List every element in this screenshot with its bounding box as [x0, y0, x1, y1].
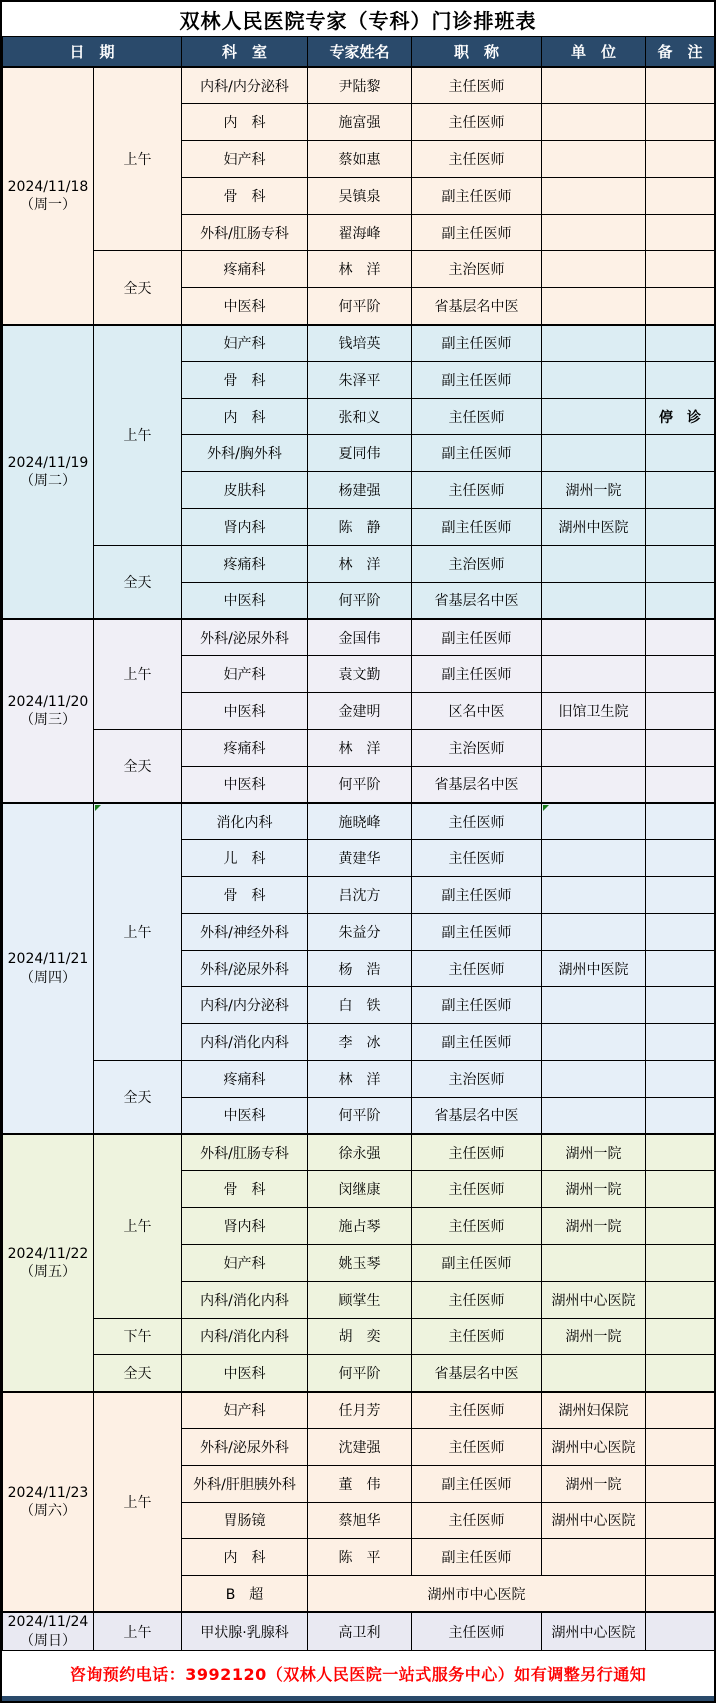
name-cell: 钱培英	[308, 325, 412, 362]
note-cell	[646, 104, 715, 141]
note-cell	[646, 582, 715, 619]
unit-cell: 湖州中心医院	[542, 1428, 646, 1465]
dept-cell: 妇产科	[182, 1245, 308, 1282]
unit-cell: 旧馆卫生院	[542, 693, 646, 730]
title-cell: 主任医师	[412, 840, 542, 877]
dept-cell: 外科/肛肠专科	[182, 1134, 308, 1171]
unit-cell	[542, 803, 646, 840]
name-cell: 何平阶	[308, 766, 412, 803]
dept-cell: 内 科	[182, 1539, 308, 1576]
name-cell: 沈建强	[308, 1428, 412, 1465]
schedule-row	[3, 1134, 715, 1171]
name-cell: 闵继康	[308, 1171, 412, 1208]
schedule-row	[3, 251, 715, 288]
date-cell: 2024/11/22 （周五）	[3, 1134, 94, 1392]
note-cell	[646, 1024, 715, 1061]
time-cell: 全天	[94, 545, 182, 619]
schedule-row	[3, 1318, 715, 1355]
note-cell	[646, 472, 715, 509]
schedule-table-body	[3, 67, 715, 1650]
unit-cell: 湖州一院	[542, 1318, 646, 1355]
title-cell: 副主任医师	[412, 913, 542, 950]
dept-cell: 内 科	[182, 398, 308, 435]
title-cell: 主治医师	[412, 251, 542, 288]
title-cell: 副主任医师	[412, 177, 542, 214]
unit-cell	[542, 361, 646, 398]
name-cell: 蔡如惠	[308, 141, 412, 178]
title-cell: 主任医师	[412, 1171, 542, 1208]
unit-cell	[542, 214, 646, 251]
title-cell: 副主任医师	[412, 214, 542, 251]
unit-cell	[542, 840, 646, 877]
dept-cell: 骨 科	[182, 877, 308, 914]
name-cell: 尹陆黎	[308, 67, 412, 104]
header-row	[3, 37, 715, 68]
dept-cell: 外科/泌尿外科	[182, 619, 308, 656]
note-cell	[646, 141, 715, 178]
dept-cell: 外科/肝胆胰外科	[182, 1465, 308, 1502]
note-cell	[646, 325, 715, 362]
note-cell	[646, 435, 715, 472]
note-cell	[646, 1134, 715, 1171]
title-cell: 主任医师	[412, 950, 542, 987]
merged-unit-cell: 湖州市中心医院	[308, 1576, 646, 1613]
schedule-row	[3, 1061, 715, 1098]
time-cell: 上午	[94, 1612, 182, 1650]
unit-cell	[542, 325, 646, 362]
note-cell	[646, 545, 715, 582]
title-cell: 主任医师	[412, 472, 542, 509]
title-cell: 省基层名中医	[412, 1355, 542, 1392]
footer-notice: 咨询预约电话：3992120（双林人民医院一站式服务中心）如有调整另行通知	[69, 1665, 647, 1685]
unit-cell	[542, 288, 646, 325]
note-cell	[646, 950, 715, 987]
note-cell	[646, 1318, 715, 1355]
time-cell: 下午	[94, 1318, 182, 1355]
unit-cell	[542, 177, 646, 214]
name-cell: 董 伟	[308, 1465, 412, 1502]
name-cell: 何平阶	[308, 288, 412, 325]
unit-cell	[542, 619, 646, 656]
col-header-dept: 科 室	[182, 37, 308, 68]
name-cell: 何平阶	[308, 1097, 412, 1134]
note-cell	[646, 803, 715, 840]
note-cell	[646, 1245, 715, 1282]
title-cell: 主任医师	[412, 67, 542, 104]
time-cell: 上午	[94, 803, 182, 1061]
note-cell: 停 诊	[646, 398, 715, 435]
time-cell: 上午	[94, 619, 182, 729]
name-cell: 施占琴	[308, 1208, 412, 1245]
dept-cell: 骨 科	[182, 177, 308, 214]
note-cell	[646, 987, 715, 1024]
name-cell: 袁文勤	[308, 656, 412, 693]
note-cell	[646, 1392, 715, 1429]
title-cell: 主治医师	[412, 545, 542, 582]
dept-cell: 疼痛科	[182, 545, 308, 582]
note-cell	[646, 1428, 715, 1465]
unit-cell	[542, 1355, 646, 1392]
dept-cell: 中医科	[182, 693, 308, 730]
dept-cell: 外科/肛肠专科	[182, 214, 308, 251]
unit-cell	[542, 398, 646, 435]
dept-cell: 疼痛科	[182, 1061, 308, 1098]
schedule-row	[3, 67, 715, 104]
unit-cell	[542, 104, 646, 141]
name-cell: 杨 浩	[308, 950, 412, 987]
col-header-title: 职 称	[412, 37, 542, 68]
dept-cell: 外科/胸外科	[182, 435, 308, 472]
title-cell: 主任医师	[412, 104, 542, 141]
title-cell: 副主任医师	[412, 325, 542, 362]
name-cell: 姚玉琴	[308, 1245, 412, 1282]
time-cell: 上午	[94, 325, 182, 546]
note-cell	[646, 251, 715, 288]
name-cell: 吴镇泉	[308, 177, 412, 214]
title-cell: 区名中医	[412, 693, 542, 730]
schedule-row	[3, 1612, 715, 1650]
unit-cell	[542, 141, 646, 178]
unit-cell	[542, 1245, 646, 1282]
title-cell: 副主任医师	[412, 1245, 542, 1282]
unit-cell	[542, 1061, 646, 1098]
name-cell: 林 洋	[308, 729, 412, 766]
unit-cell	[542, 656, 646, 693]
title-cell: 主任医师	[412, 1318, 542, 1355]
title-cell: 主任医师	[412, 1134, 542, 1171]
note-cell	[646, 693, 715, 730]
name-cell: 任月芳	[308, 1392, 412, 1429]
title-cell: 主任医师	[412, 1208, 542, 1245]
note-cell	[646, 729, 715, 766]
unit-cell	[542, 1024, 646, 1061]
note-cell	[646, 1208, 715, 1245]
time-cell: 上午	[94, 1392, 182, 1613]
unit-cell	[542, 582, 646, 619]
note-cell	[646, 1502, 715, 1539]
title-cell: 副主任医师	[412, 656, 542, 693]
time-cell: 全天	[94, 251, 182, 325]
corner-mark-icon	[95, 805, 101, 811]
name-cell: 何平阶	[308, 1355, 412, 1392]
name-cell: 黄建华	[308, 840, 412, 877]
date-cell: 2024/11/21 （周四）	[3, 803, 94, 1134]
dept-cell: 皮肤科	[182, 472, 308, 509]
schedule-row	[3, 325, 715, 362]
unit-cell	[542, 251, 646, 288]
note-cell	[646, 214, 715, 251]
schedule-row	[3, 729, 715, 766]
unit-cell: 湖州一院	[542, 1465, 646, 1502]
title-cell: 主任医师	[412, 398, 542, 435]
date-cell: 2024/11/19 （周二）	[3, 325, 94, 619]
dept-cell: 甲状腺·乳腺科	[182, 1612, 308, 1650]
unit-cell	[542, 1097, 646, 1134]
unit-cell: 湖州中医院	[542, 509, 646, 546]
dept-cell: 中医科	[182, 766, 308, 803]
date-cell: 2024/11/23 （周六）	[3, 1392, 94, 1613]
note-cell	[646, 1465, 715, 1502]
note-cell	[646, 1281, 715, 1318]
note-cell	[646, 361, 715, 398]
unit-cell: 湖州中心医院	[542, 1612, 646, 1650]
title-cell: 副主任医师	[412, 987, 542, 1024]
note-cell	[646, 1097, 715, 1134]
dept-cell: 中医科	[182, 1355, 308, 1392]
title-cell: 主任医师	[412, 803, 542, 840]
title-cell: 主任医师	[412, 1612, 542, 1650]
note-cell	[646, 840, 715, 877]
title-cell: 副主任医师	[412, 1465, 542, 1502]
dept-cell: 疼痛科	[182, 251, 308, 288]
schedule-row	[3, 545, 715, 582]
dept-cell: 骨 科	[182, 361, 308, 398]
note-cell	[646, 1171, 715, 1208]
note-cell	[646, 766, 715, 803]
unit-cell: 湖州一院	[542, 1134, 646, 1171]
unit-cell	[542, 913, 646, 950]
col-header-note: 备 注	[646, 37, 715, 68]
name-cell: 张和义	[308, 398, 412, 435]
title-cell: 主任医师	[412, 1281, 542, 1318]
title-cell: 副主任医师	[412, 619, 542, 656]
dept-cell: 内科/消化内科	[182, 1024, 308, 1061]
dept-cell: 肾内科	[182, 509, 308, 546]
time-cell: 全天	[94, 729, 182, 803]
title-cell: 主任医师	[412, 1392, 542, 1429]
title-cell: 省基层名中医	[412, 582, 542, 619]
schedule-row	[3, 803, 715, 840]
corner-mark-icon	[543, 805, 549, 811]
schedule-table	[2, 36, 715, 1651]
name-cell: 陈 静	[308, 509, 412, 546]
dept-cell: 内科/消化内科	[182, 1318, 308, 1355]
note-cell	[646, 877, 715, 914]
schedule-row	[3, 1355, 715, 1392]
unit-cell: 湖州妇保院	[542, 1392, 646, 1429]
unit-cell: 湖州中心医院	[542, 1281, 646, 1318]
dept-cell: 妇产科	[182, 141, 308, 178]
unit-cell	[542, 729, 646, 766]
dept-cell: 妇产科	[182, 1392, 308, 1429]
dept-cell: 儿 科	[182, 840, 308, 877]
note-cell	[646, 619, 715, 656]
note-cell	[646, 1355, 715, 1392]
note-cell	[646, 1061, 715, 1098]
bottom-bar	[2, 1696, 714, 1701]
note-cell	[646, 1576, 715, 1613]
title-cell: 副主任医师	[412, 1539, 542, 1576]
dept-cell: 骨 科	[182, 1171, 308, 1208]
name-cell: 朱益分	[308, 913, 412, 950]
name-cell: 施晓峰	[308, 803, 412, 840]
name-cell: 金国伟	[308, 619, 412, 656]
unit-cell: 湖州中心医院	[542, 1502, 646, 1539]
dept-cell: 中医科	[182, 582, 308, 619]
name-cell: 杨建强	[308, 472, 412, 509]
name-cell: 李 冰	[308, 1024, 412, 1061]
dept-cell: 中医科	[182, 1097, 308, 1134]
page-title: 双林人民医院专家（专科）门诊排班表	[179, 8, 537, 33]
dept-cell: 胃肠镜	[182, 1502, 308, 1539]
schedule-row	[3, 1392, 715, 1429]
time-cell: 上午	[94, 67, 182, 251]
note-cell	[646, 177, 715, 214]
date-cell: 2024/11/18 （周一）	[3, 67, 94, 325]
title-cell: 副主任医师	[412, 435, 542, 472]
dept-cell: B 超	[182, 1576, 308, 1613]
title-cell: 副主任医师	[412, 877, 542, 914]
title-cell: 副主任医师	[412, 509, 542, 546]
name-cell: 夏同伟	[308, 435, 412, 472]
unit-cell	[542, 987, 646, 1024]
name-cell: 顾掌生	[308, 1281, 412, 1318]
time-cell: 全天	[94, 1061, 182, 1135]
unit-cell	[542, 1539, 646, 1576]
unit-cell	[542, 545, 646, 582]
title-cell: 主任医师	[412, 1502, 542, 1539]
name-cell: 胡 奕	[308, 1318, 412, 1355]
unit-cell	[542, 766, 646, 803]
unit-cell: 湖州一院	[542, 1171, 646, 1208]
dept-cell: 妇产科	[182, 325, 308, 362]
name-cell: 林 洋	[308, 545, 412, 582]
unit-cell: 湖州一院	[542, 472, 646, 509]
dept-cell: 内科/内分泌科	[182, 67, 308, 104]
dept-cell: 消化内科	[182, 803, 308, 840]
title-cell: 省基层名中医	[412, 766, 542, 803]
unit-cell: 湖州中医院	[542, 950, 646, 987]
dept-cell: 疼痛科	[182, 729, 308, 766]
unit-cell: 湖州一院	[542, 1208, 646, 1245]
dept-cell: 内科/消化内科	[182, 1281, 308, 1318]
name-cell: 白 铁	[308, 987, 412, 1024]
name-cell: 徐永强	[308, 1134, 412, 1171]
dept-cell: 肾内科	[182, 1208, 308, 1245]
note-cell	[646, 288, 715, 325]
name-cell: 何平阶	[308, 582, 412, 619]
note-cell	[646, 509, 715, 546]
note-cell	[646, 913, 715, 950]
name-cell: 蔡旭华	[308, 1502, 412, 1539]
name-cell: 翟海峰	[308, 214, 412, 251]
unit-cell	[542, 67, 646, 104]
title-cell: 副主任医师	[412, 1024, 542, 1061]
dept-cell: 妇产科	[182, 656, 308, 693]
unit-cell	[542, 435, 646, 472]
col-header-date: 日 期	[3, 37, 182, 68]
date-cell: 2024/11/20 （周三）	[3, 619, 94, 803]
name-cell: 高卫利	[308, 1612, 412, 1650]
col-header-unit: 单 位	[542, 37, 646, 68]
title-cell: 主任医师	[412, 1428, 542, 1465]
dept-cell: 外科/泌尿外科	[182, 950, 308, 987]
dept-cell: 内科/内分泌科	[182, 987, 308, 1024]
time-cell: 全天	[94, 1355, 182, 1392]
note-cell	[646, 656, 715, 693]
note-cell	[646, 1539, 715, 1576]
name-cell: 林 洋	[308, 251, 412, 288]
name-cell: 金建明	[308, 693, 412, 730]
title-cell: 省基层名中医	[412, 1097, 542, 1134]
title-cell: 主治医师	[412, 729, 542, 766]
date-cell: 2024/11/24 （周日）	[3, 1612, 94, 1650]
name-cell: 林 洋	[308, 1061, 412, 1098]
time-cell: 上午	[94, 1134, 182, 1318]
dept-cell: 内 科	[182, 104, 308, 141]
name-cell: 施富强	[308, 104, 412, 141]
name-cell: 朱泽平	[308, 361, 412, 398]
schedule-row	[3, 619, 715, 656]
note-cell	[646, 1612, 715, 1650]
dept-cell: 外科/神经外科	[182, 913, 308, 950]
title-cell: 主治医师	[412, 1061, 542, 1098]
dept-cell: 中医科	[182, 288, 308, 325]
title-cell: 省基层名中医	[412, 288, 542, 325]
title-cell: 主任医师	[412, 141, 542, 178]
col-header-name: 专家姓名	[308, 37, 412, 68]
dept-cell: 外科/泌尿外科	[182, 1428, 308, 1465]
title-cell: 副主任医师	[412, 361, 542, 398]
unit-cell	[542, 877, 646, 914]
name-cell: 陈 平	[308, 1539, 412, 1576]
note-cell	[646, 67, 715, 104]
name-cell: 吕沈方	[308, 877, 412, 914]
